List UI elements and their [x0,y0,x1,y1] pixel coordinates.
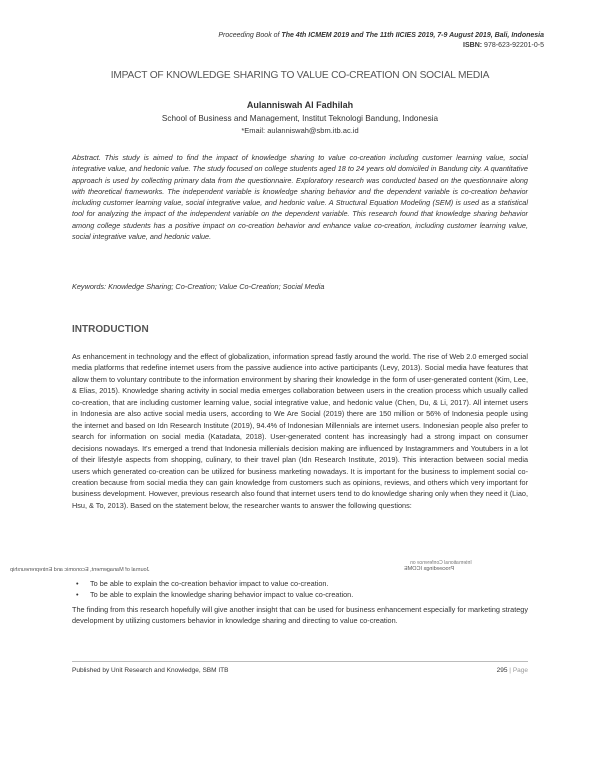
introduction-heading: INTRODUCTION [72,324,149,335]
keywords: Keywords: Knowledge Sharing; Co-Creation; Value Co-Creation; Social Media [72,282,325,291]
isbn-label: ISBN: [463,42,483,49]
author-email: *Email: aulanniswah@sbm.itb.ac.id [241,126,359,135]
overlay-mirrored-text-right: Proceedings ICOME [404,566,455,572]
page-number-footer [497,667,528,674]
proceeding-conference: The 4th ICMEM 2019 and The 11th IICIES 2019, 7-9 August 2019, Bali, Indonesia [281,32,544,39]
paper-author: Aulanniswah Al Fadhilah [246,100,354,110]
footer-divider [72,661,528,662]
overlay-mirrored-text-left: Journal of Management, Economic and Entrepreneurship [10,567,150,573]
isbn-line [463,42,544,49]
paper-title: IMPACT OF KNOWLEDGE SHARING TO VALUE CO-CREATION ON SOCIAL MEDIA [110,70,490,81]
introduction-paragraph: As enhancement in technology and the effect of globalization, information spread fastly around the world. The rise of Web 2.0 emerged social media platforms that redefine internet users from the passive audience into active participants (Levy, 2013). Social media have features that allow them to voluntary contribute to the information environment by sharing their knowledge in the form of user-generated content (Kim, Lee, & Elias, 2015). Knowledge sharing activity in social media emerges collaboration between users in the creation process which usually called co-creation, that are including customer learning value, social integrative value, and hedonic value (Chen, Du, & Li, 2017). All internet users in Indonesia are also active social media users, according to We Are Social (2019) there are 150 million or 56% of Indonesia people using the internet and based on Idn Research Institute (2019), 94.4% of Indonesian Millennials are internet users. Indonesian people also prefer to search for information on social media (Katadata, 2018). User-generated content has increasingly had a strong impact on consumer decisions nowadays. It's emerged a trend that Indonesia millenials decision making are influenced by Instagrammers and Youtubers in a lot of their lifestyle aspects from shopping, culinary, to their travel plan (Idn Research Institute, 2019). This interaction between social media users which generated co-creation can be utilized for business marketing nowadays. It is important for the business to implement social co-creation because from social media they can gain knowledge from customers such as opinions, reviews, and others which very important for business development. However, previous research also found that internet users tend to do knowledge sharing only when they need it (Liao, Hsu, & To, 2013). Based on the statement below, the researcher wants to answer the following questions: [72,352,528,510]
abstract: Abstract. This study is aimed to find the impact of knowledge sharing to value co-creation including customer learning value, social integrative value, and hedonic value. The study focused on college students aged 18 to 24 years old domiciled in Bandung city. A quantitative approach is used by collecting primary data from the questionnaire. Exploratory research was conducted based on the questionnaire along with theoretical frameworks. The independent variable is knowledge sharing behavior and the dependent variable is co-creation behavior including customer learning value, social integrative value, and hedonic value. A Structural Equation Modeling (SEM) is used as a statistical tool for analyzing the impact of the independent variable on the dependent variable. This research found that knowledge sharing behavior among college students has a positive impact on co-creation behavior and enhance value co-creation, including customer learning value, social integrative value, and hedonic value. [72,153,528,242]
isbn-value: 978-623-92201-0-5 [482,42,544,49]
overlay-mirrored-text-right-top: International Conference on [410,560,472,566]
page-word: Page [512,667,528,674]
proceeding-header [218,32,544,39]
author-affiliation: School of Business and Management, Institut Teknologi Bandung, Indonesia [161,114,439,123]
objectives-list [72,578,528,601]
page-number: 295 [496,667,508,674]
list-item: • To be able to explain the co-creation behavior impact to value co-creation. [72,578,528,589]
closing-paragraph: The finding from this research hopefully will give another insight that can be used for business enhancement especially for marketing strategy development by utilizing customers behavior in knowledge sharing and directing to value co-creation. [72,605,528,626]
page-separator: | [507,667,513,674]
publisher-footer: Published by Unit Research and Knowledge, SBM ITB [72,667,229,674]
proceeding-prefix: Proceeding Book of [218,32,282,39]
list-item: • To be able to explain the knowledge sharing behavior impact to value co-creation. [72,589,528,600]
